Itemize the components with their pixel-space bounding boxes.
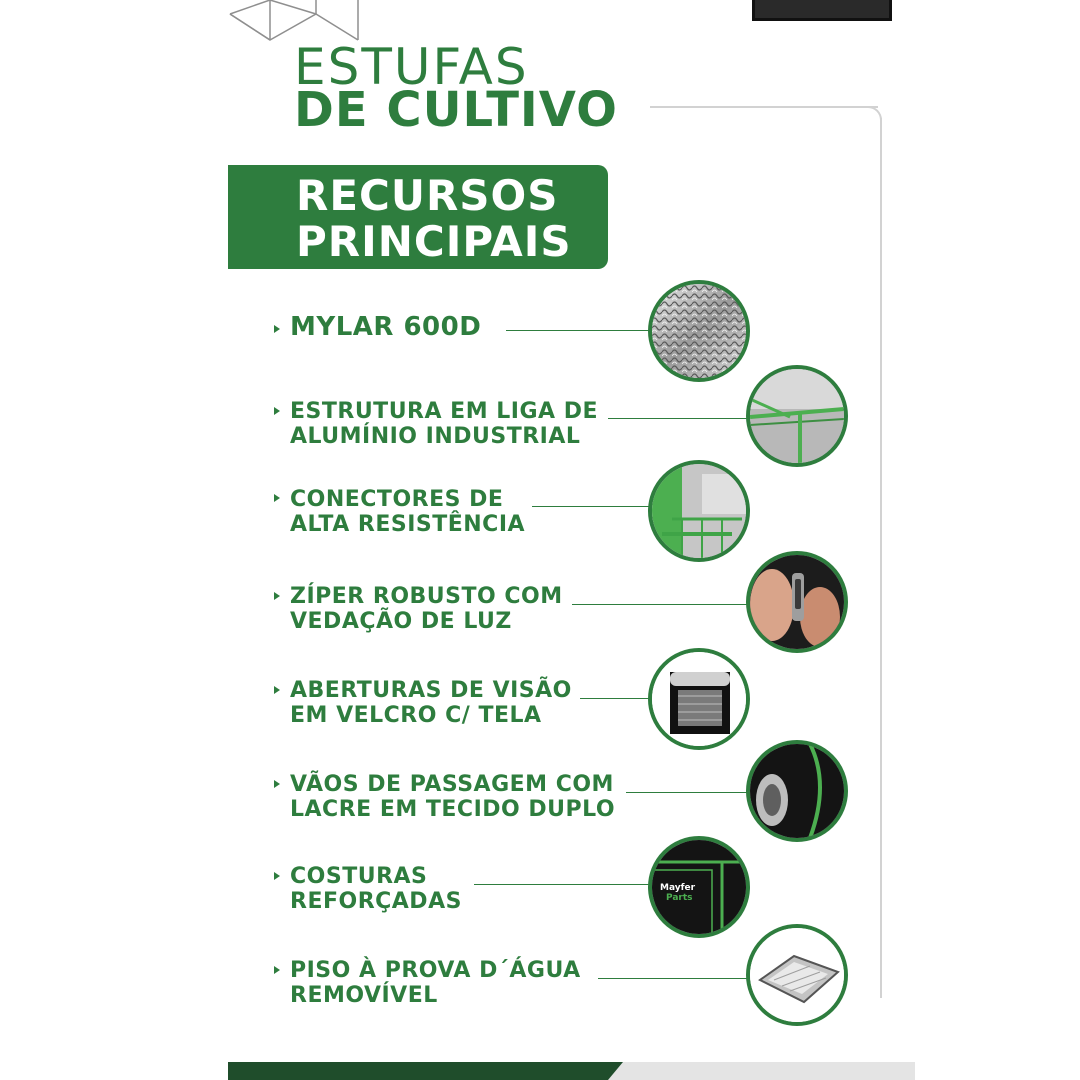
feature-label-line-1: COSTURAS [290, 864, 428, 889]
bottom-bar-green [228, 1062, 628, 1080]
frame-top-line [650, 106, 878, 108]
feature-label-line-2: REFORÇADAS [290, 889, 462, 914]
connector-line [532, 506, 652, 507]
bullet-arrow-icon [274, 966, 280, 974]
frame-right-line [880, 118, 882, 998]
feature-label: MYLAR 600D [290, 312, 482, 342]
feature-label-line-2: REMOVÍVEL [290, 983, 438, 1008]
feature-label-line-2: LACRE EM TECIDO DUPLO [290, 797, 616, 822]
feature-label-line-2: ALUMÍNIO INDUSTRIAL [290, 424, 581, 449]
bullet-arrow-icon [274, 872, 280, 880]
bullet-arrow-icon [274, 494, 280, 502]
banner-line-2: PRINCIPAIS [296, 217, 572, 266]
feature-label-line-1: PISO À PROVA D´ÁGUA [290, 958, 581, 983]
zipper-photo-icon [746, 551, 848, 653]
connector-line [474, 884, 652, 885]
bullet-arrow-icon [274, 592, 280, 600]
connector-line [506, 330, 651, 331]
connector-line [608, 418, 750, 419]
connector-line [626, 792, 750, 793]
velcro-window-photo-icon [648, 648, 750, 750]
connector-line [572, 604, 750, 605]
duct-port-photo-icon [746, 740, 848, 842]
bullet-arrow-icon [274, 407, 280, 415]
banner-line-1: RECURSOS [296, 171, 559, 220]
title-line-1: ESTUFAS [294, 38, 529, 96]
feature-label-line-2: ALTA RESISTÊNCIA [290, 512, 526, 537]
feature-label-line-2: VEDAÇÃO DE LUZ [290, 609, 512, 634]
waterproof-floor-photo-icon [746, 924, 848, 1026]
bullet-arrow-icon [274, 325, 280, 333]
feature-label-line-1: VÃOS DE PASSAGEM COM [290, 772, 614, 797]
seam-photo-brand-line-1: Mayfer [660, 883, 696, 893]
connector-line [580, 698, 652, 699]
mylar-texture-photo-icon [648, 280, 750, 382]
feature-label-line-1: ZÍPER ROBUSTO COM [290, 584, 563, 609]
green-connector-photo-icon [648, 460, 750, 562]
reinforced-seam-photo-icon [648, 836, 750, 938]
title-line-2: DE CULTIVO [294, 82, 618, 138]
feature-label-line-1: ABERTURAS DE VISÃO [290, 678, 572, 703]
bullet-arrow-icon [274, 780, 280, 788]
feature-label-line-1: CONECTORES DE [290, 487, 504, 512]
seam-photo-brand-line-2: Parts [666, 893, 693, 903]
bullet-arrow-icon [274, 686, 280, 694]
feature-label-line-2: EM VELCRO C/ TELA [290, 703, 542, 728]
feature-label-line-1: ESTRUTURA EM LIGA DE [290, 399, 598, 424]
aluminum-frame-photo-icon [746, 365, 848, 467]
connector-line [598, 978, 750, 979]
